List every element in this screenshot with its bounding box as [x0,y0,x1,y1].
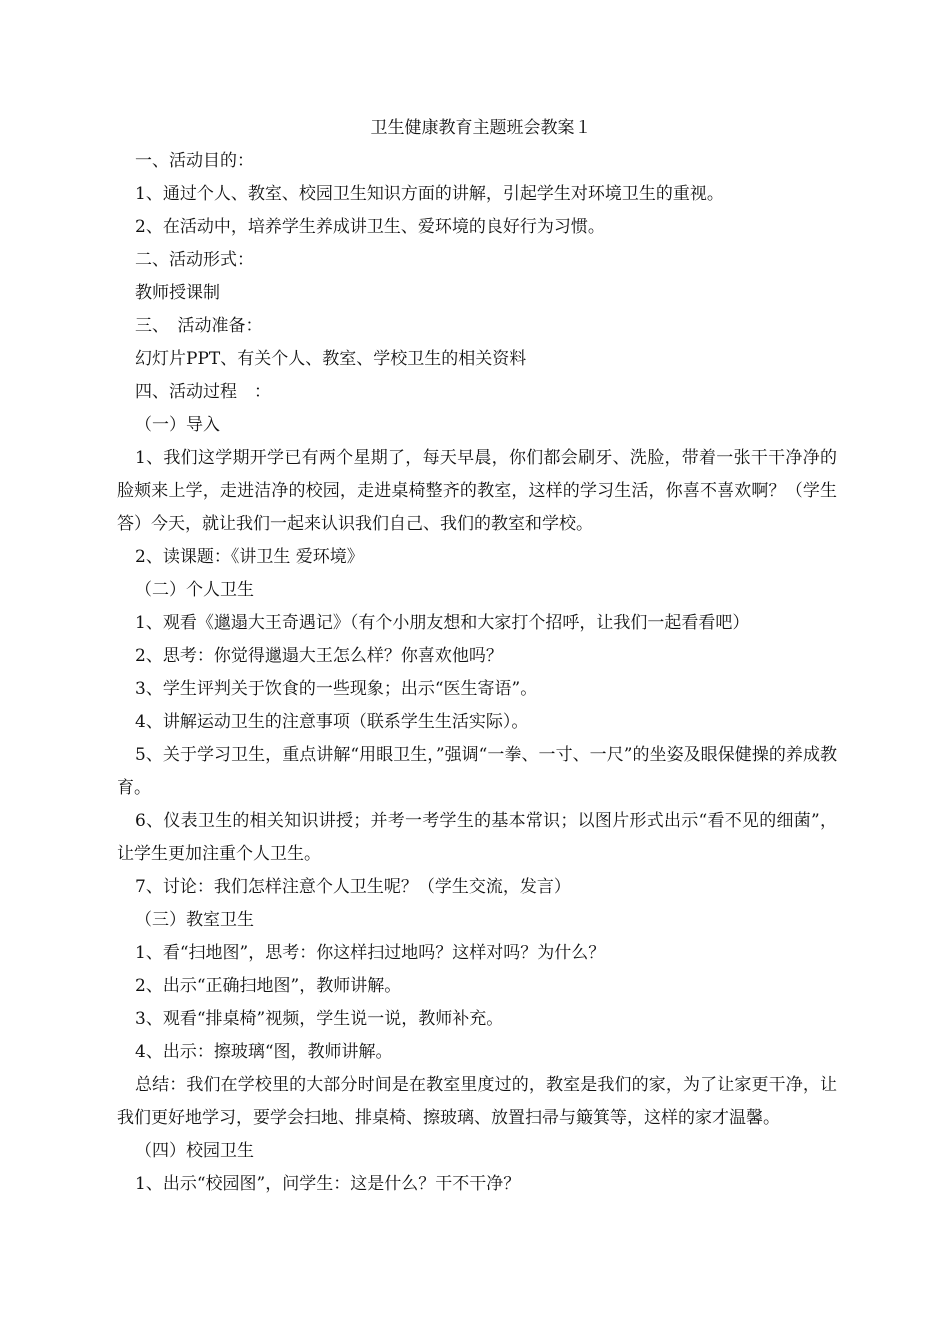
document-page [117,112,837,1201]
paragraph: 7、讨论：我们怎样注意个人卫生呢？（学生交流，发言） [135,877,571,897]
paragraph: 1、我们这学期开学已有两个星期了，每天早晨，你们都会刷牙、洗脸，带着一张干干净净的脸颊来上学，走进洁净的校园，走进桌椅整齐的教室，这样的学习生活，你喜不喜欢啊？（学生答）今天，就让我们一起来认识我们自己、我们的教室和学校。 [117,448,837,534]
paragraph: 1、观看《邋遢大王奇遇记》（有个小朋友想和大家打个招呼，让我们一起看看吧） [135,613,750,633]
section-heading-purpose: 一、活动目的： [135,151,254,171]
paragraph: 1、看“扫地图”，思考：你这样扫过地吗？这样对吗？为什么？ [135,943,606,963]
paragraph: 3、学生评判关于饮食的一些现象；出示“医生寄语”。 [135,679,538,699]
subsection-heading-intro: （一）导入 [135,415,220,435]
paragraph: 1、通过个人、教室、校园卫生知识方面的讲解，引起学生对环境卫生的重视。 [135,184,724,204]
paragraph: 2、出示“正确扫地图”，教师讲解。 [135,976,402,996]
section-heading-process: 四、活动过程 ： [135,382,271,402]
paragraph: 教师授课制 [135,283,220,303]
paragraph: 6、仪表卫生的相关知识讲授；并考一考学生的基本常识；以图片形式出示“看不见的细菌”，让学生更加注重个人卫生。 [117,811,837,864]
section-heading-form: 二、活动形式： [135,250,254,270]
paragraph-summary: 总结：我们在学校里的大部分时间是在教室里度过的，教室是我们的家，为了让家更干净，让我们更好地学习，要学会扫地、排桌椅、擦玻璃、放置扫帚与簸箕等，这样的家才温馨。 [117,1075,837,1128]
paragraph: 5、关于学习卫生，重点讲解“用眼卫生，”强调“一拳、一寸、一尺”的坐姿及眼保健操的养成教育。 [117,745,837,798]
paragraph: 幻灯片PPT、有关个人、教室、学校卫生的相关资料 [135,349,527,369]
paragraph: 2、在活动中，培养学生养成讲卫生、爱环境的良好行为习惯。 [135,217,605,237]
paragraph: 3、观看“排桌椅”视频，学生说一说，教师补充。 [135,1009,504,1029]
subsection-heading-campus: （四）校园卫生 [135,1141,254,1161]
document-title: 卫生健康教育主题班会教案１ [370,118,592,138]
subsection-heading-personal: （二）个人卫生 [135,580,254,600]
paragraph: 1、出示“校园图”，问学生：这是什么？干不干净？ [135,1174,521,1194]
paragraph: 4、讲解运动卫生的注意事项（联系学生生活实际）。 [135,712,529,732]
paragraph: 2、读课题：《讲卫生 爱环境》 [135,547,364,567]
subsection-heading-classroom: （三）教室卫生 [135,910,254,930]
paragraph: 2、思考：你觉得邋遢大王怎么样？你喜欢他吗？ [135,646,503,666]
paragraph: 4、出示：擦玻璃“图，教师讲解。 [135,1042,393,1062]
section-heading-preparation: 三、 活动准备： [135,316,263,336]
